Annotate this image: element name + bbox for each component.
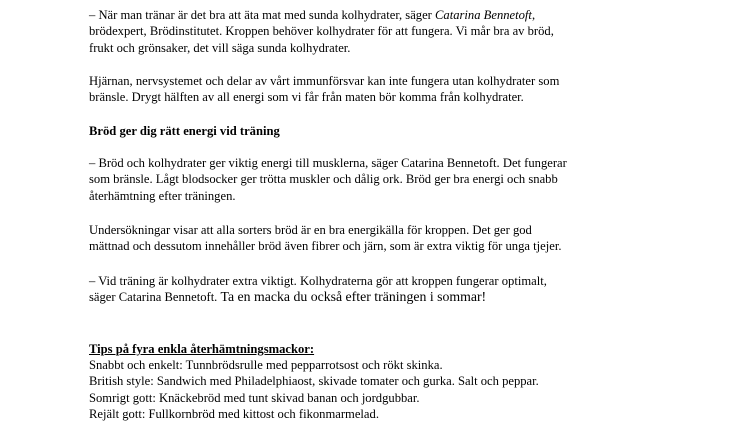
- tips-list: [89, 357, 729, 423]
- tips-heading-text: Tips på fyra enkla återhämtningsmackor:: [89, 342, 315, 356]
- tips-heading: [89, 341, 729, 357]
- paragraph-quote-intro: [89, 7, 729, 56]
- person-name: Catarina Bennetoft: [435, 8, 532, 22]
- paragraph-line: mättnad och dessutom innehåller bröd även fibrer och järn, som är extra viktig för unga tjejer.: [89, 239, 562, 254]
- paragraph-brain-energy: [89, 73, 729, 106]
- heading-text: Bröd ger dig rätt energi vid träning: [89, 124, 280, 138]
- paragraph-line: frukt och grönsaker, det vill säga sunda kolhydrater.: [89, 40, 351, 55]
- section-heading: [89, 123, 729, 139]
- paragraph-bread-energy: [89, 155, 729, 204]
- paragraph-training: [89, 273, 729, 306]
- paragraph-line: – Vid träning är kolhydrater extra viktigt. Kolhydraterna gör att kroppen fungerar optimalt,: [89, 274, 547, 288]
- paragraph-line: brödexpert, Brödinstitutet. Kroppen behöver kolhydrater för att fungera. Vi mår bra av bröd,: [89, 24, 554, 39]
- paragraph-line: bränsle. Drygt hälften av all energi som vi får från maten bör komma från kolhydrater.: [89, 90, 524, 105]
- text-run: säger Catarina Bennetoft.: [89, 290, 221, 305]
- paragraph-line: [89, 289, 729, 305]
- paragraph-line: Undersökningar visar att alla sorters bröd är en bra energikälla för kroppen. Det ger god: [89, 223, 532, 237]
- paragraph-line: [89, 7, 729, 23]
- tips-item: Somrigt gott: Knäckebröd med tunt skivad banan och jordgubbar.: [89, 390, 420, 405]
- paragraph-line: återhämtning efter träningen.: [89, 188, 236, 203]
- tips-item: Rejält gott: Fullkornbröd med kittost och fikonmarmelad.: [89, 407, 379, 422]
- text-run-larger: Ta en macka du också efter träningen i sommar!: [220, 289, 487, 305]
- paragraph-research: [89, 222, 729, 255]
- text-run: ,: [531, 8, 536, 22]
- tips-item: Snabbt och enkelt: Tunnbrödsrulle med pepparrotsost och rökt skinka.: [89, 358, 443, 372]
- tips-item: British style: Sandwich med Philadelphiaost, skivade tomater och gurka. Salt och peppar.: [89, 374, 539, 389]
- paragraph-line: Hjärnan, nervsystemet och delar av vårt immunförsvar kan inte fungera utan kolhydrater som: [89, 74, 560, 88]
- paragraph-line: – Bröd och kolhydrater ger viktig energi till musklerna, säger Catarina Bennetoft. Det fungerar: [89, 156, 567, 170]
- paragraph-line: som bränsle. Lågt blodsocker ger trötta muskler och dålig ork. Bröd ger bra energi och snabb: [89, 172, 558, 187]
- text-run: – När man tränar är det bra att äta mat med sunda kolhydrater, säger: [89, 8, 436, 22]
